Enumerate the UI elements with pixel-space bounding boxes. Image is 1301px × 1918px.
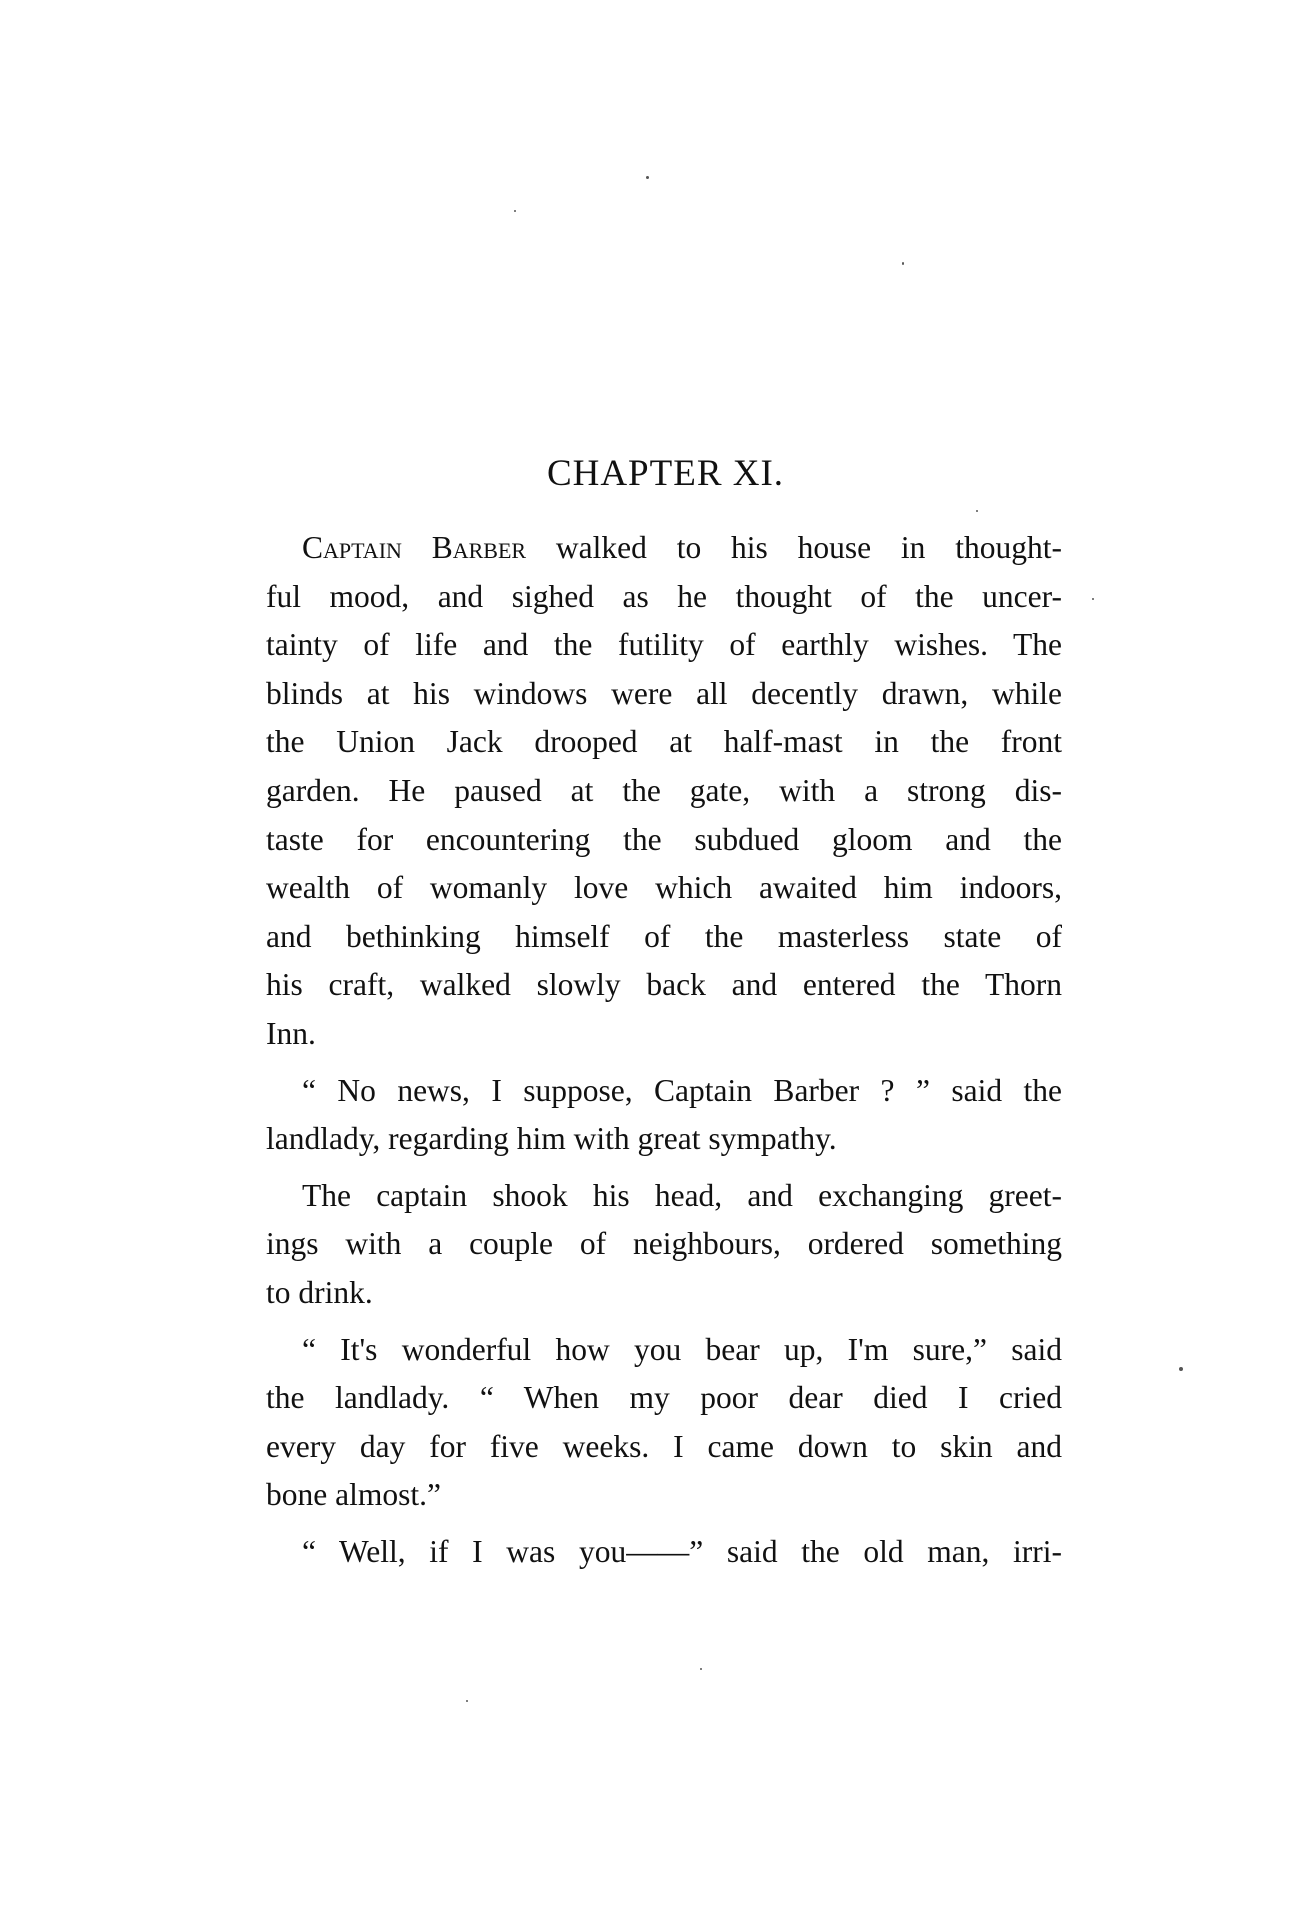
text-line: wealth of womanly love which awaited him indoors, <box>266 870 1062 906</box>
scan-speck <box>700 1668 702 1670</box>
text-line: blinds at his windows were all decently drawn, while <box>266 675 1062 711</box>
text-line: “ Well, if I was you——” said the old man, irri- <box>302 1533 1062 1569</box>
text-line: taste for encountering the subdued gloom and the <box>266 821 1062 857</box>
paragraph-5 <box>266 1528 1062 1577</box>
paragraph-2 <box>266 1067 1062 1164</box>
text-line: “ It's wonderful how you bear up, I'm sure,” said <box>302 1331 1062 1367</box>
scan-speck <box>1179 1367 1183 1371</box>
text-line: the Union Jack drooped at half-mast in the front <box>266 724 1062 760</box>
text-line: Inn. <box>266 1015 316 1051</box>
text-line: bone almost.” <box>266 1477 441 1513</box>
text-line: every day for five weeks. I came down to skin and <box>266 1428 1062 1464</box>
paragraph-1 <box>266 524 1062 1059</box>
paragraph-4 <box>266 1326 1062 1520</box>
opening-name: Captain Barber <box>302 530 527 565</box>
chapter-heading: CHAPTER XI. <box>546 453 785 494</box>
scan-speck <box>466 1700 468 1702</box>
text-line: his craft, walked slowly back and entered the Thorn <box>266 967 1062 1003</box>
text-line: and bethinking himself of the masterless state of <box>266 918 1062 954</box>
text-line: “ No news, I suppose, Captain Barber ? ” said the <box>302 1072 1062 1108</box>
scan-speck <box>902 262 904 265</box>
text-line: landlady, regarding him with great sympathy. <box>266 1121 837 1157</box>
scan-speck <box>646 176 649 179</box>
body-text <box>266 524 1062 1584</box>
paragraph-3 <box>266 1172 1062 1318</box>
text-line: garden. He paused at the gate, with a strong dis- <box>266 772 1062 808</box>
text-line: to drink. <box>266 1274 373 1310</box>
text-line: The captain shook his head, and exchanging greet- <box>302 1177 1062 1213</box>
scan-speck <box>514 210 516 212</box>
text-line: tainty of life and the futility of earthly wishes. The <box>266 627 1062 663</box>
text-line: the landlady. “ When my poor dear died I cried <box>266 1380 1062 1416</box>
text-line: Captain Barber walked to his house in thought- <box>302 530 1062 565</box>
text-line: ful mood, and sighed as he thought of the uncer- <box>266 578 1062 614</box>
scan-speck <box>976 510 978 512</box>
text-line: ings with a couple of neighbours, ordered something <box>266 1226 1062 1262</box>
scan-speck <box>1092 598 1094 600</box>
